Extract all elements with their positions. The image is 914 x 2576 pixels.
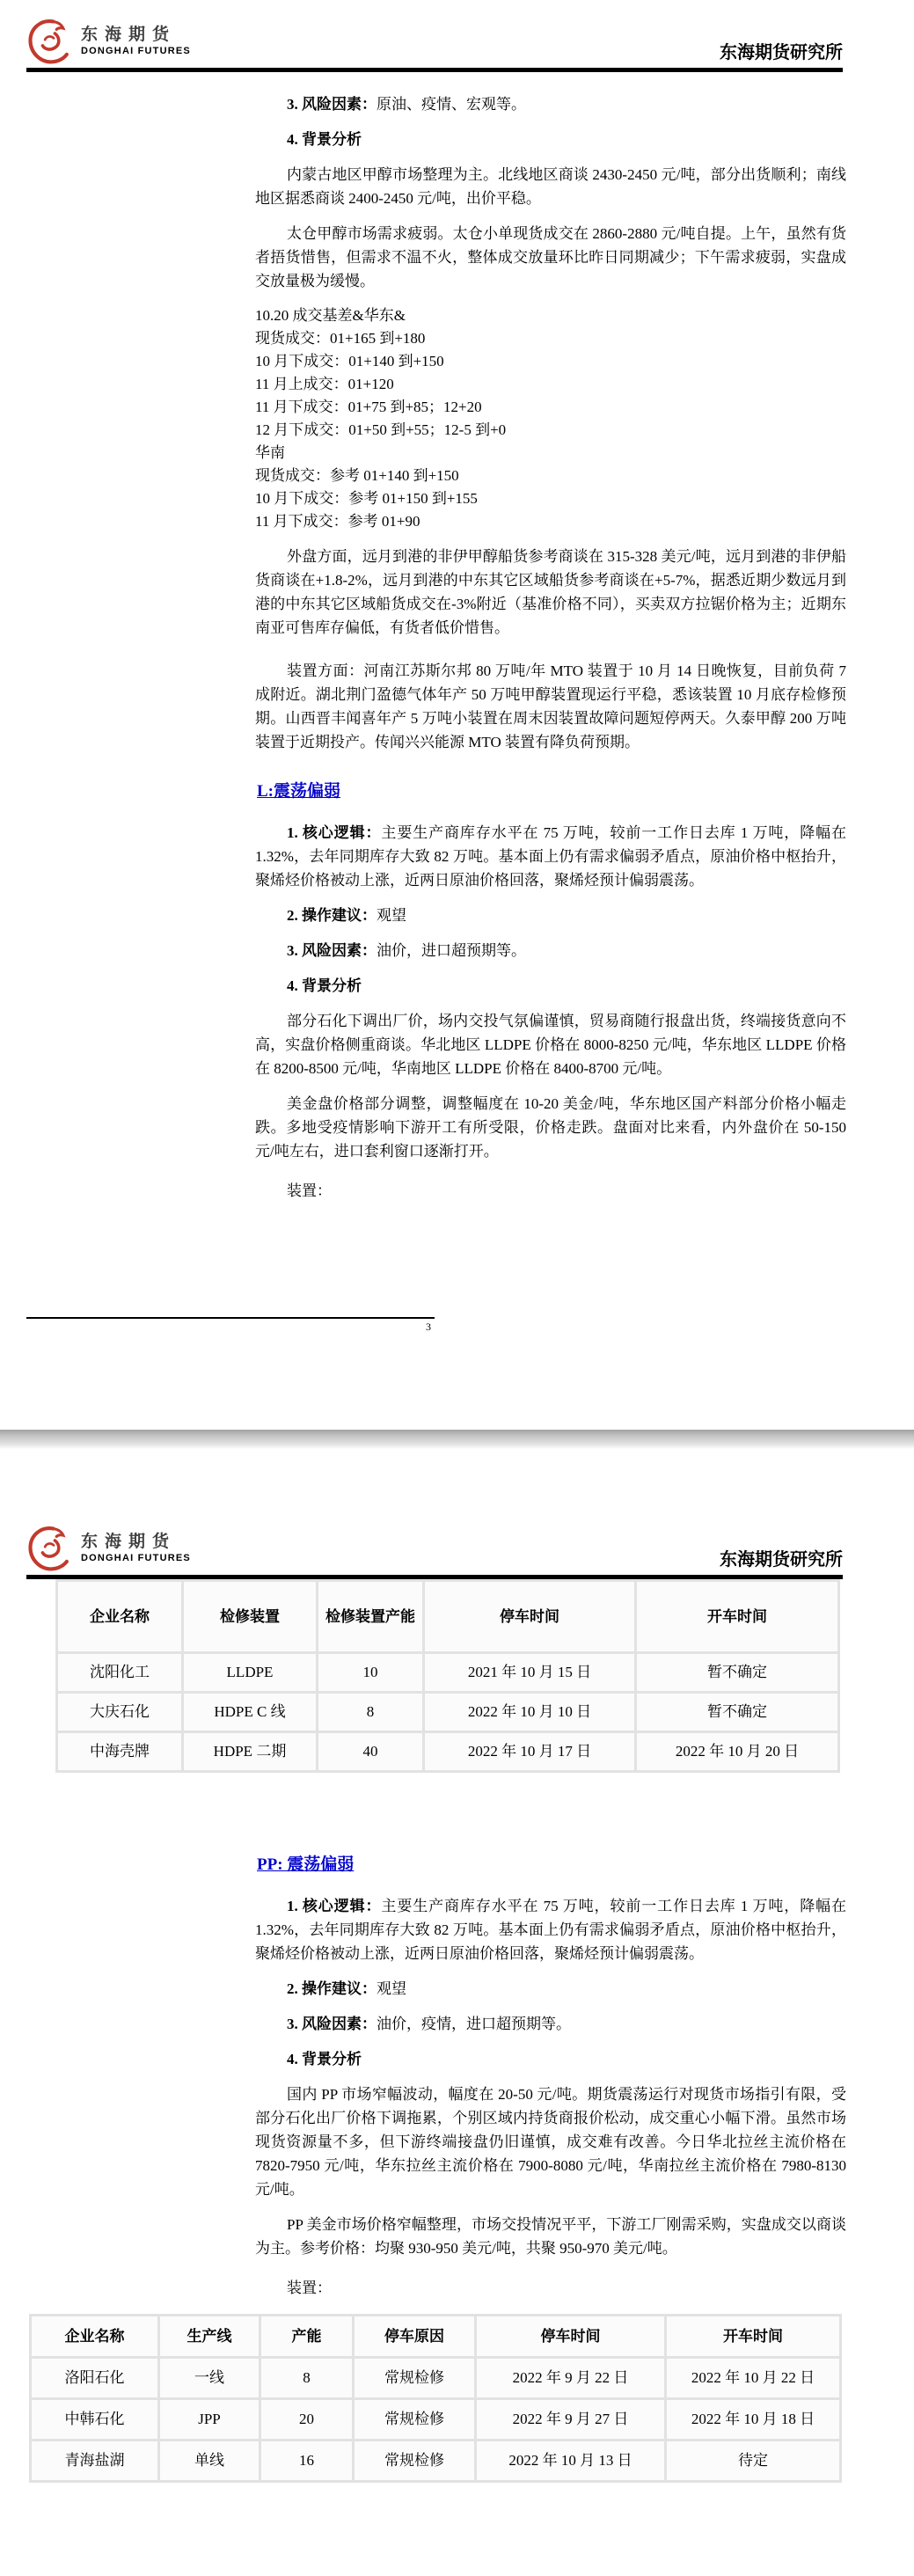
table-cell: 2022 年 10 月 18 日 <box>667 2400 839 2439</box>
paragraph-neimenggu: 内蒙古地区甲醇市场整理为主。北线地区商谈 2430-2450 元/吨，部分出货顺利；南线地区据悉商谈 2400-2450 元/吨，出价平稳。 <box>255 166 846 207</box>
basis-line: 11 月下成交：01+75 到+85；12+20 <box>255 399 482 415</box>
dragon-logo-icon <box>26 1525 74 1572</box>
pp-background-heading: 4. 背景分析 <box>287 2051 362 2067</box>
logo-en-label: DONGHAI FUTURES <box>81 1553 191 1563</box>
pp-risk-text: 油价，疫情，进口超预期等。 <box>377 2016 571 2032</box>
l-risk-text: 油价，进口超预期等。 <box>377 942 526 959</box>
table-cell: 一线 <box>160 2359 259 2397</box>
table-cell: 待定 <box>667 2441 839 2480</box>
pp-paragraph-usd: PP 美金市场价格窄幅整理，市场交投情况平平，下游工厂刚需采购，实盘成交以商谈为主。参考价格：均聚 930-950 美元/吨，共聚 950-970 美元/吨。 <box>255 2216 846 2257</box>
paragraph-plants: 装置方面：河南江苏斯尔邦 80 万吨/年 MTO 装置于 10 月 14 日晚恢复，目前负荷 7 成附近。湖北荆门盈德气体年产 50 万吨甲醇装置现运行平稳，悉该装置 10 月底存检修预期。山西晋丰闻喜年产 5 万吨小装置在周末因装置故障问题短停两天。久泰甲醇 200 万吨装置于近期投产。传闻兴兴能源 MTO 装置有降负荷预期。 <box>255 662 846 750</box>
table-cell: JPP <box>160 2400 259 2439</box>
paragraph-external-market: 外盘方面，远月到港的非伊甲醇船货参考商谈在 315-328 美元/吨，远月到港的非伊船货商谈在+1.8-2%，远月到港的中东其它区域船货参考商谈在+5-7%，据悉近期少数远月到港的中东其它区域船货成交在-3%附近（基准价格不同），买卖双方拉锯价格为主；近期东南亚可售库存偏低，有货者低价惜售。 <box>255 548 846 636</box>
risk-factors-text: 原油、疫情、宏观等。 <box>377 96 526 113</box>
page-separator <box>0 1430 914 1449</box>
table-row <box>58 1733 837 1770</box>
pe-maintenance-table <box>55 1579 840 1773</box>
pp-core-logic <box>255 1894 846 1965</box>
l-background-heading: 4. 背景分析 <box>287 977 362 994</box>
column-header: 停车时间 <box>425 1582 634 1651</box>
l-paragraph-usd: 美金盘价格部分调整，调整幅度在 10-20 美金/吨，华东地区国产料部分价格小幅走跌。多地受疫情影响下游开工有所受限，价格走跌。盘面对比来看，内外盘价在 50-150 元/吨左右，进口套利窗口逐渐打开。 <box>255 1095 846 1160</box>
table-cell: 单线 <box>160 2441 259 2480</box>
pp-core-logic-label: 1. 核心逻辑： <box>287 1898 382 1914</box>
table-cell: 大庆石化 <box>58 1694 181 1731</box>
basis-line: 华南 <box>255 444 285 461</box>
table-cell: 2021 年 10 月 15 日 <box>425 1654 634 1691</box>
table-cell: 青海盐湖 <box>32 2441 157 2480</box>
pp-risk <box>255 2012 846 2036</box>
l-risk-label: 3. 风险因素： <box>287 942 377 959</box>
institute-name: 东海期货研究所 <box>720 1550 843 1570</box>
paragraph-taicang: 太仓甲醇市场需求疲弱。太仓小单现货成交在 2860-2880 元/吨自提。上午，虽然有货者捂货惜售，但需求不温不火，整体成交放量环比昨日同期减少；下午需求疲弱，实盘成交放量极为缓慢。 <box>255 225 846 289</box>
column-header: 企业名称 <box>58 1582 181 1651</box>
l-advice <box>255 904 846 927</box>
l-core-logic-label: 1. 核心逻辑： <box>287 824 382 841</box>
basis-line: 现货成交：参考 01+140 到+150 <box>255 467 459 484</box>
column-header: 开车时间 <box>637 1582 837 1651</box>
table-cell: 沈阳化工 <box>58 1654 181 1691</box>
table-cell: 2022 年 9 月 27 日 <box>477 2400 664 2439</box>
logo-text <box>81 26 191 57</box>
heading-risk-factors <box>255 92 846 116</box>
column-header: 停车时间 <box>477 2316 664 2356</box>
l-device-label: 装置： <box>287 1182 332 1199</box>
table-cell: 8 <box>318 1694 422 1731</box>
table-cell: 中韩石化 <box>32 2400 157 2439</box>
table-cell: 16 <box>261 2441 352 2480</box>
basis-line: 11 月上成交：01+120 <box>255 376 394 392</box>
table-header-row <box>32 2316 839 2356</box>
table-row <box>32 2359 839 2397</box>
table-row <box>58 1654 837 1691</box>
table-row <box>32 2441 839 2480</box>
table-cell: 40 <box>318 1733 422 1770</box>
column-header: 产能 <box>261 2316 352 2356</box>
basis-line: 现货成交：01+165 到+180 <box>255 330 426 347</box>
report-page-2 <box>0 1449 914 2576</box>
table-cell: 暂不确定 <box>637 1694 837 1731</box>
pp-device-label: 装置： <box>287 2280 332 2296</box>
logo-cn-label: 东海期货 <box>81 26 177 44</box>
table-cell: 2022 年 10 月 17 日 <box>425 1733 634 1770</box>
pp-advice-text: 观望 <box>377 1980 406 1997</box>
basis-line: 10 月下成交：01+140 到+150 <box>255 353 444 370</box>
pp-core-logic-text: 主要生产商库存水平在 75 万吨，较前一工作日去库 1 万吨，降幅在 1.32%，去年同期库存大致 82 万吨。基本面上仍有需求偏弱矛盾点，原油价格中枢抬升，聚烯烃价格被动上涨，近两日原油价格回落，聚烯烃预计偏弱震荡。 <box>255 1898 847 1962</box>
basis-line: 10 月下成交：参考 01+150 到+155 <box>255 490 478 507</box>
section-heading-l-link[interactable]: L:震荡偏弱 <box>257 782 341 801</box>
table-cell: 洛阳石化 <box>32 2359 157 2397</box>
logo-en-label: DONGHAI FUTURES <box>81 46 191 56</box>
basis-quote-block <box>255 304 846 533</box>
table-cell: 2022 年 10 月 22 日 <box>667 2359 839 2397</box>
table-cell: 20 <box>261 2400 352 2439</box>
table-cell: 2022 年 10 月 13 日 <box>477 2441 664 2480</box>
table-cell: 8 <box>261 2359 352 2397</box>
table-cell: HDPE 二期 <box>184 1733 316 1770</box>
brand-logo <box>26 18 191 65</box>
column-header: 开车时间 <box>667 2316 839 2356</box>
table-cell: 常规检修 <box>355 2441 474 2480</box>
pp-advice-label: 2. 操作建议： <box>287 1980 377 1997</box>
l-core-logic <box>255 821 846 892</box>
table-cell: 2022 年 10 月 20 日 <box>637 1733 837 1770</box>
page-number: 3 <box>426 1321 431 1333</box>
column-header: 生产线 <box>160 2316 259 2356</box>
l-risk <box>255 939 846 962</box>
footer-rule <box>26 1317 435 1319</box>
l-paragraph-spot: 部分石化下调出厂价，场内交投气氛偏谨慎，贸易商随行报盘出货，终端接货意向不高，实盘价格侧重商谈。华北地区 LLDPE 价格在 8000-8250 元/吨，华东地区 LLDPE 价格在 8200-8500 元/吨，华南地区 LLDPE 价格在 8400-8700 元/吨。 <box>255 1013 846 1077</box>
l-advice-label: 2. 操作建议： <box>287 907 377 924</box>
heading-background-analysis: 4. 背景分析 <box>287 131 362 148</box>
column-header: 停车原因 <box>355 2316 474 2356</box>
page1-text-column <box>255 0 846 1203</box>
brand-logo <box>26 1525 191 1572</box>
basis-line: 11 月下成交：参考 01+90 <box>255 513 420 530</box>
table-cell: 暂不确定 <box>637 1654 837 1691</box>
l-core-logic-text: 主要生产商库存水平在 75 万吨，较前一工作日去库 1 万吨，降幅在 1.32%，去年同期库存大致 82 万吨。基本面上仍有需求偏弱矛盾点，原油价格中枢抬升，聚烯烃价格被动上涨，近两日原油价格回落，聚烯烃预计偏弱震荡。 <box>255 824 847 889</box>
column-header: 企业名称 <box>32 2316 157 2356</box>
basis-line: 12 月下成交：01+50 到+55；12-5 到+0 <box>255 421 507 438</box>
column-header: 检修装置 <box>184 1582 316 1651</box>
page2-text-column <box>255 1854 846 2300</box>
column-header: 检修装置产能 <box>318 1582 422 1651</box>
section-heading-pp-link[interactable]: PP: 震荡偏弱 <box>257 1855 355 1874</box>
table-cell: 中海壳牌 <box>58 1733 181 1770</box>
pp-maintenance-table <box>29 2314 842 2483</box>
dragon-logo-icon <box>26 18 74 65</box>
table-row <box>32 2400 839 2439</box>
risk-factors-label: 3. 风险因素： <box>287 96 377 113</box>
page-header <box>26 11 843 72</box>
table-cell: 10 <box>318 1654 422 1691</box>
pp-risk-label: 3. 风险因素： <box>287 2016 377 2032</box>
table-cell: HDPE C 线 <box>184 1694 316 1731</box>
table-cell: 常规检修 <box>355 2359 474 2397</box>
pp-advice <box>255 1977 846 2001</box>
table-cell: 2022 年 10 月 10 日 <box>425 1694 634 1731</box>
logo-cn-label: 东海期货 <box>81 1533 177 1551</box>
institute-name: 东海期货研究所 <box>720 43 843 62</box>
l-advice-text: 观望 <box>377 907 406 924</box>
basis-line: 10.20 成交基差&华东& <box>255 307 406 324</box>
table-cell: 2022 年 9 月 22 日 <box>477 2359 664 2397</box>
logo-text <box>81 1533 191 1564</box>
table-row <box>58 1694 837 1731</box>
page-header <box>26 1518 843 1579</box>
pp-paragraph-domestic: 国内 PP 市场窄幅波动，幅度在 20-50 元/吨。期货震荡运行对现货市场指引有限，受部分石化出厂价格下调拖累，个别区域内持货商报价松动，成交重心小幅下滑。虽然市场现货资源量不多，但下游终端接盘仍旧谨慎，成交难有改善。今日华北拉丝主流价格在 7820-7950 元/吨，华东拉丝主流价格在 7900-8080 元/吨，华南拉丝主流价格在 7980-8130 元/吨。 <box>255 2086 846 2198</box>
table-cell: 常规检修 <box>355 2400 474 2439</box>
table-cell: LLDPE <box>184 1654 316 1691</box>
table-header-row <box>58 1582 837 1651</box>
